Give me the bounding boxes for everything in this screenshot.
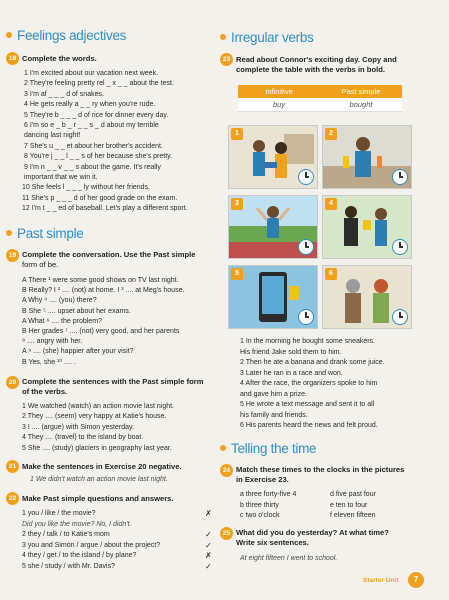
list-item: 4 They .... (travel) to the island by boat. bbox=[22, 434, 144, 442]
list-item: important that we win it. bbox=[24, 174, 98, 181]
exercise-title-cont: form of be. bbox=[22, 260, 59, 269]
clock-icon bbox=[298, 239, 314, 255]
exercise-title: Complete the conversation. Use the Past simple bbox=[22, 250, 196, 259]
list-item: e ten to four bbox=[330, 501, 368, 509]
exercise-title: Match these times to the clocks in the pictures bbox=[236, 465, 405, 474]
list-item: A What ⁶ .... the problem? bbox=[22, 317, 102, 325]
list-item: 4 He gets really a _ _ ry when you're rude. bbox=[24, 101, 156, 109]
exercise-number: 18 bbox=[6, 52, 19, 65]
list-item: a three forty-five 4 bbox=[240, 491, 297, 498]
list-item: and gave him a prize. bbox=[240, 390, 307, 398]
list-item: 3 Later he ran in a race and won. bbox=[240, 369, 343, 377]
list-item: 8 You're j _ _ l _ _ s of her because she's pretty. bbox=[24, 153, 173, 161]
cross-icon: ✗ bbox=[205, 509, 212, 518]
table-header-row bbox=[238, 85, 402, 98]
story-picture bbox=[228, 265, 318, 329]
list-item: 5 She .... (study) glaciers in geography last year. bbox=[22, 444, 172, 452]
table-row bbox=[238, 98, 402, 112]
list-item: 4 they / get / to the island / by plane? bbox=[22, 552, 137, 559]
section-heading-irregular: Irregular verbs bbox=[220, 30, 314, 45]
verb-table bbox=[238, 85, 402, 112]
exercise-title-cont: complete the table with the verbs in bold. bbox=[236, 65, 385, 74]
clock-icon bbox=[298, 309, 314, 325]
list-item: b three thirty bbox=[240, 501, 279, 509]
list-item: 2 They're feeling pretty rel _ x _ _ about the test. bbox=[24, 80, 174, 88]
list-item: 11 She's p _ _ _ d of her good grade on the exam. bbox=[22, 194, 178, 202]
list-item: 2 They .... (seem) very happy at Katie's house. bbox=[22, 413, 167, 421]
story-picture bbox=[322, 195, 412, 259]
table-header: Infinitive bbox=[238, 85, 320, 98]
section-heading-past-simple: Past simple bbox=[6, 226, 83, 241]
clock-icon bbox=[392, 239, 408, 255]
exercise-number: 21 bbox=[6, 460, 19, 473]
exercise-title: Complete the words. bbox=[22, 54, 97, 63]
cross-icon: ✗ bbox=[205, 551, 212, 560]
list-item: 10 She feels l _ _ _ ly without her friends. bbox=[22, 184, 151, 192]
check-icon: ✓ bbox=[205, 540, 212, 550]
exercise-title: Read about Connor's exciting day. Copy and bbox=[236, 55, 397, 64]
list-item: B Really? I ² .... (not) at home. I ³ .... at Meg's house. bbox=[22, 287, 185, 295]
exercise-number: 19 bbox=[6, 249, 19, 262]
picture-number: 3 bbox=[231, 198, 243, 210]
list-item: 5 she / study / with Mr. Davis? bbox=[22, 562, 115, 570]
exercise-title-cont: in Exercise 23. bbox=[236, 475, 289, 484]
list-item: 3 I .... (argue) with Simon yesterday. bbox=[22, 423, 134, 431]
bullet-icon bbox=[220, 34, 226, 40]
list-item: His friend Jake sold them to him. bbox=[240, 348, 342, 356]
exercise-title: Make Past simple questions and answers. bbox=[22, 494, 174, 503]
picture-number: 4 bbox=[325, 198, 337, 210]
list-item: 6 I'm so e _ b _ r _ _ s _ d about my terrible bbox=[24, 122, 159, 129]
list-item: 2 Then he ate a banana and drank some juice. bbox=[240, 359, 385, 366]
section-heading-feelings: Feelings adjectives bbox=[6, 28, 126, 43]
clock-icon bbox=[392, 169, 408, 185]
table-cell: buy bbox=[238, 98, 320, 112]
story-picture bbox=[228, 125, 318, 189]
exercise-title-cont: of the verbs. bbox=[22, 387, 68, 396]
list-item: his family and friends. bbox=[240, 411, 308, 419]
picture-number: 6 bbox=[325, 268, 337, 280]
exercise-number: 25 bbox=[220, 527, 233, 540]
exercise-title: Make the sentences in Exercise 20 negative. bbox=[22, 462, 182, 471]
exercise-title: What did you do yesterday? At what time? bbox=[236, 528, 389, 537]
list-item: 4 After the race, the organizers spoke to him bbox=[240, 380, 378, 387]
exercise-number: 20 bbox=[6, 376, 19, 389]
list-item: 6 His parents heard the news and felt proud. bbox=[240, 422, 378, 429]
list-item: 1 We watched (watch) an action movie last night. bbox=[22, 403, 175, 410]
list-item: 7 She's u _ _ et about her brother's accident. bbox=[24, 142, 163, 150]
list-item: d five past four bbox=[330, 491, 376, 498]
page-number: 7 bbox=[408, 572, 424, 588]
section-heading-telling-time: Telling the time bbox=[220, 441, 316, 456]
list-item: c two o'clock bbox=[240, 512, 280, 519]
exercise-number: 23 bbox=[220, 53, 233, 66]
list-item: 3 you and Simon / argue / about the project? bbox=[22, 541, 161, 549]
list-item: dancing last night! bbox=[24, 132, 81, 140]
table-header: Past simple bbox=[320, 85, 402, 98]
list-item: B She ⁵ .... upset about her exams. bbox=[22, 307, 131, 315]
list-item: 1 In the morning he bought some sneakers. bbox=[240, 338, 376, 345]
list-item: 1 you / like / the movie? bbox=[22, 510, 96, 517]
picture-number: 2 bbox=[325, 128, 337, 140]
list-item: B Her grades ⁷ .... (not) very good, and her parents bbox=[22, 328, 180, 335]
clock-icon bbox=[298, 169, 314, 185]
bullet-icon bbox=[6, 32, 12, 38]
exercise-title: Complete the sentences with the Past simple form bbox=[22, 377, 204, 386]
picture-number: 1 bbox=[231, 128, 243, 140]
example-answer: Did you like the movie? No, I didn't. bbox=[22, 520, 132, 528]
example-answer: 1 We didn't watch an action movie last night. bbox=[30, 476, 168, 483]
exercise-number: 24 bbox=[220, 464, 233, 477]
story-picture bbox=[228, 195, 318, 259]
picture-number: 5 bbox=[231, 268, 243, 280]
bullet-icon bbox=[220, 445, 226, 451]
list-item: 9 I'm n _ _ v _ _ s about the game. It's really bbox=[24, 163, 161, 171]
clock-icon bbox=[392, 309, 408, 325]
bullet-icon bbox=[6, 230, 12, 236]
unit-label: Starter Unit bbox=[363, 577, 399, 584]
table-cell: bought bbox=[320, 98, 402, 112]
list-item: 3 I'm af _ _ _ d of snakes. bbox=[24, 90, 104, 98]
list-item: B Yes, she ¹⁰ .... . bbox=[22, 358, 76, 366]
story-picture bbox=[322, 125, 412, 189]
list-item: 5 He wrote a text message and sent it to all bbox=[240, 401, 375, 408]
list-item: A ⁹ .... (she) happier after your visit? bbox=[22, 348, 134, 356]
check-icon: ✓ bbox=[205, 561, 212, 571]
exercise-number: 22 bbox=[6, 492, 19, 505]
check-icon: ✓ bbox=[205, 530, 212, 539]
list-item: A Why ⁴ .... (you) there? bbox=[22, 297, 97, 305]
list-item: 5 They're b _ _ _ d of rice for dinner every day. bbox=[24, 111, 169, 119]
story-picture bbox=[322, 265, 412, 329]
list-item: 1 I'm excited about our vacation next week. bbox=[24, 70, 159, 77]
list-item: f eleven fifteen bbox=[330, 512, 376, 519]
list-item: 2 they / talk / to Katie's mom bbox=[22, 531, 110, 538]
exercise-title-cont: Write six sentences. bbox=[236, 538, 309, 547]
list-item: 12 I'm t _ _ ed of baseball. Let's play a different sport. bbox=[22, 205, 188, 213]
list-item: ⁸ .... angry with her. bbox=[22, 338, 83, 346]
list-item: A There ¹ were some good shows on TV last night. bbox=[22, 277, 179, 284]
example-answer: At eight fifteen I went to school. bbox=[240, 555, 338, 562]
